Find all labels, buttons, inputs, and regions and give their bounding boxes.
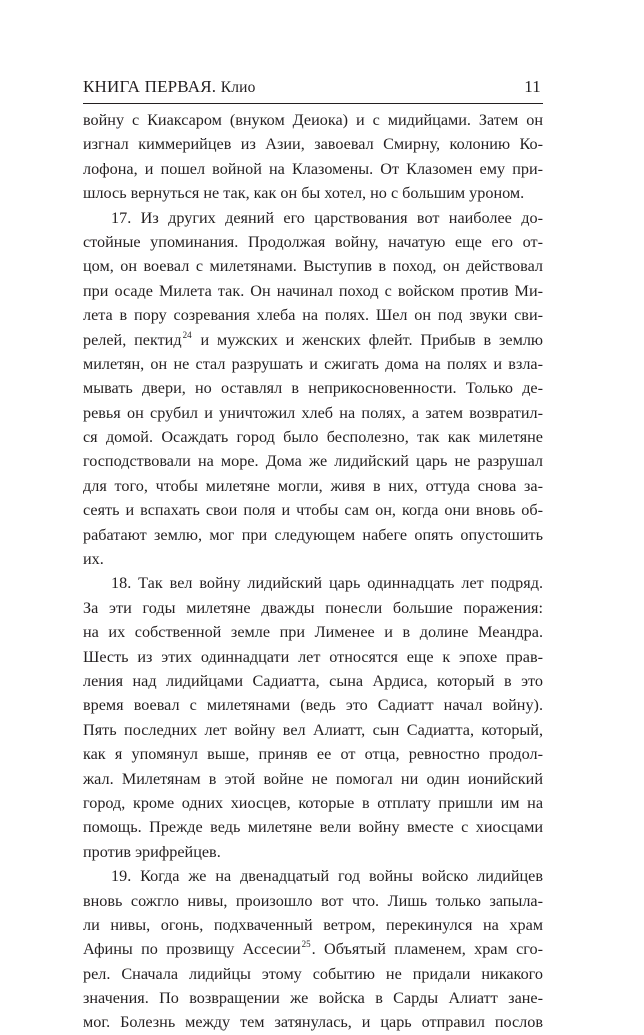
- section-19-start: 19. Когда же на двенадцатый год войны войско лидийцев: [111, 867, 543, 886]
- header-rule: [83, 103, 543, 104]
- book-subtitle: Клио: [220, 79, 256, 96]
- text-line: на их собственной земле при Лименее и в долине Меандра.: [83, 623, 543, 642]
- text-line: для того, чтобы милетяне могли, живя в них, оттуда снова за-: [83, 476, 543, 495]
- text-fragment: Афины по прозвищу Ассесии: [83, 940, 301, 959]
- text-line: лета в пору созревания хлеба на полях. Шел он под звуки сви-: [83, 306, 543, 325]
- text-line: [83, 328, 543, 352]
- text-line: За эти годы милетяне дважды понесли большие поражения:: [83, 598, 543, 617]
- text-line: цом, он воевал с милетянами. Выступив в поход, он действовал: [83, 257, 543, 276]
- text-line: милетян, он не стал разрушать и сжигать дома на полях и взла-: [83, 354, 543, 373]
- book-title-main: КНИГА ПЕРВАЯ.: [83, 77, 217, 96]
- text-line: ления над лидийцами Садиатта, сына Ардиса, который в это: [83, 671, 543, 690]
- text-line: ревья он срубил и уничтожил хлеб на полях, а затем возвратил-: [83, 403, 543, 422]
- book-title: [83, 77, 256, 97]
- text-line: рел. Сначала лидийцы этому событию не придали никакого: [83, 964, 543, 983]
- text-line: против эрифрейцев.: [83, 842, 221, 861]
- footnote-ref-24[interactable]: 24: [182, 329, 192, 340]
- text-line: значения. По возвращении же войска в Сарды Алиатт зане-: [83, 989, 543, 1008]
- body-text: [83, 108, 543, 1035]
- text-line: ся домой. Осаждать город было бесполезно, так как милетяне: [83, 428, 543, 447]
- text-line: сеять и вспахать свои поля и чтобы сам он, когда они вновь об-: [83, 501, 543, 520]
- text-line: при осаде Милета так. Он начинал поход с войском против Ми-: [83, 281, 543, 300]
- text-line: город, кроме одних хиосцев, которые в отплату пришли им на: [83, 793, 543, 812]
- text-fragment: и мужских и женских флейт. Прибыв в землю: [192, 330, 543, 349]
- text-line: господствовали на море. Дома же лидийский царь не разрушал: [83, 452, 543, 471]
- text-line: рабатают землю, мог при следующем набеге опять опустошить: [83, 525, 543, 544]
- footnote-ref-25[interactable]: 25: [301, 939, 311, 950]
- text-line: время воевал с милетянами (ведь это Садиатт начал войну).: [83, 696, 543, 715]
- section-17-start: 17. Из других деяний его царствования вот наиболее до-: [111, 208, 543, 227]
- text-line: Шесть из этих одиннадцати лет относятся еще к эпохе прав-: [83, 647, 543, 666]
- text-line: помощь. Прежде ведь милетяне вели войну вместе с хиосцами: [83, 818, 543, 837]
- text-line: изгнал киммерийцев из Азии, завоевал Смирну, колонию Ко-: [83, 135, 543, 154]
- text-fragment: релей, пектид: [83, 330, 182, 349]
- text-line: мывать двери, но оставлял в неприкосновенности. Только де-: [83, 379, 543, 398]
- text-line: как я упомянул выше, приняв ее от отца, ревностно продол-: [83, 745, 543, 764]
- text-fragment: . Объятый пламенем, храм сго-: [311, 940, 543, 959]
- section-18-start: 18. Так вел войну лидийский царь одиннадцать лет подряд.: [111, 574, 543, 593]
- text-line: вновь сожгло нивы, произошло вот что. Лишь только запыла-: [83, 891, 543, 910]
- text-line: лофона, и пошел войной на Клазомены. От Клазомен ему при-: [83, 159, 543, 178]
- text-line: их.: [83, 550, 104, 569]
- text-line: Пять последних лет войну вел Алиатт, сын Садиатта, который,: [83, 720, 543, 739]
- text-line: войну с Киаксаром (внуком Деиока) и с мидийцами. Затем он: [83, 111, 543, 129]
- page-number: 11: [524, 77, 541, 96]
- text-line: мог. Болезнь между тем затянулась, и царь отправил послов: [83, 1013, 543, 1032]
- text-line: стойные упоминания. Продолжая войну, начатую еще его от-: [83, 232, 543, 251]
- running-header: [83, 77, 543, 97]
- text-line: ли нивы, огонь, подхваченный ветром, перекинулся на храм: [83, 915, 543, 934]
- text-line: жал. Милетянам в этой войне не помогал ни один ионийский: [83, 769, 543, 788]
- text-line: [83, 937, 543, 961]
- text-line: шлось вернуться не так, как он бы хотел, но с большим уроном.: [83, 184, 525, 203]
